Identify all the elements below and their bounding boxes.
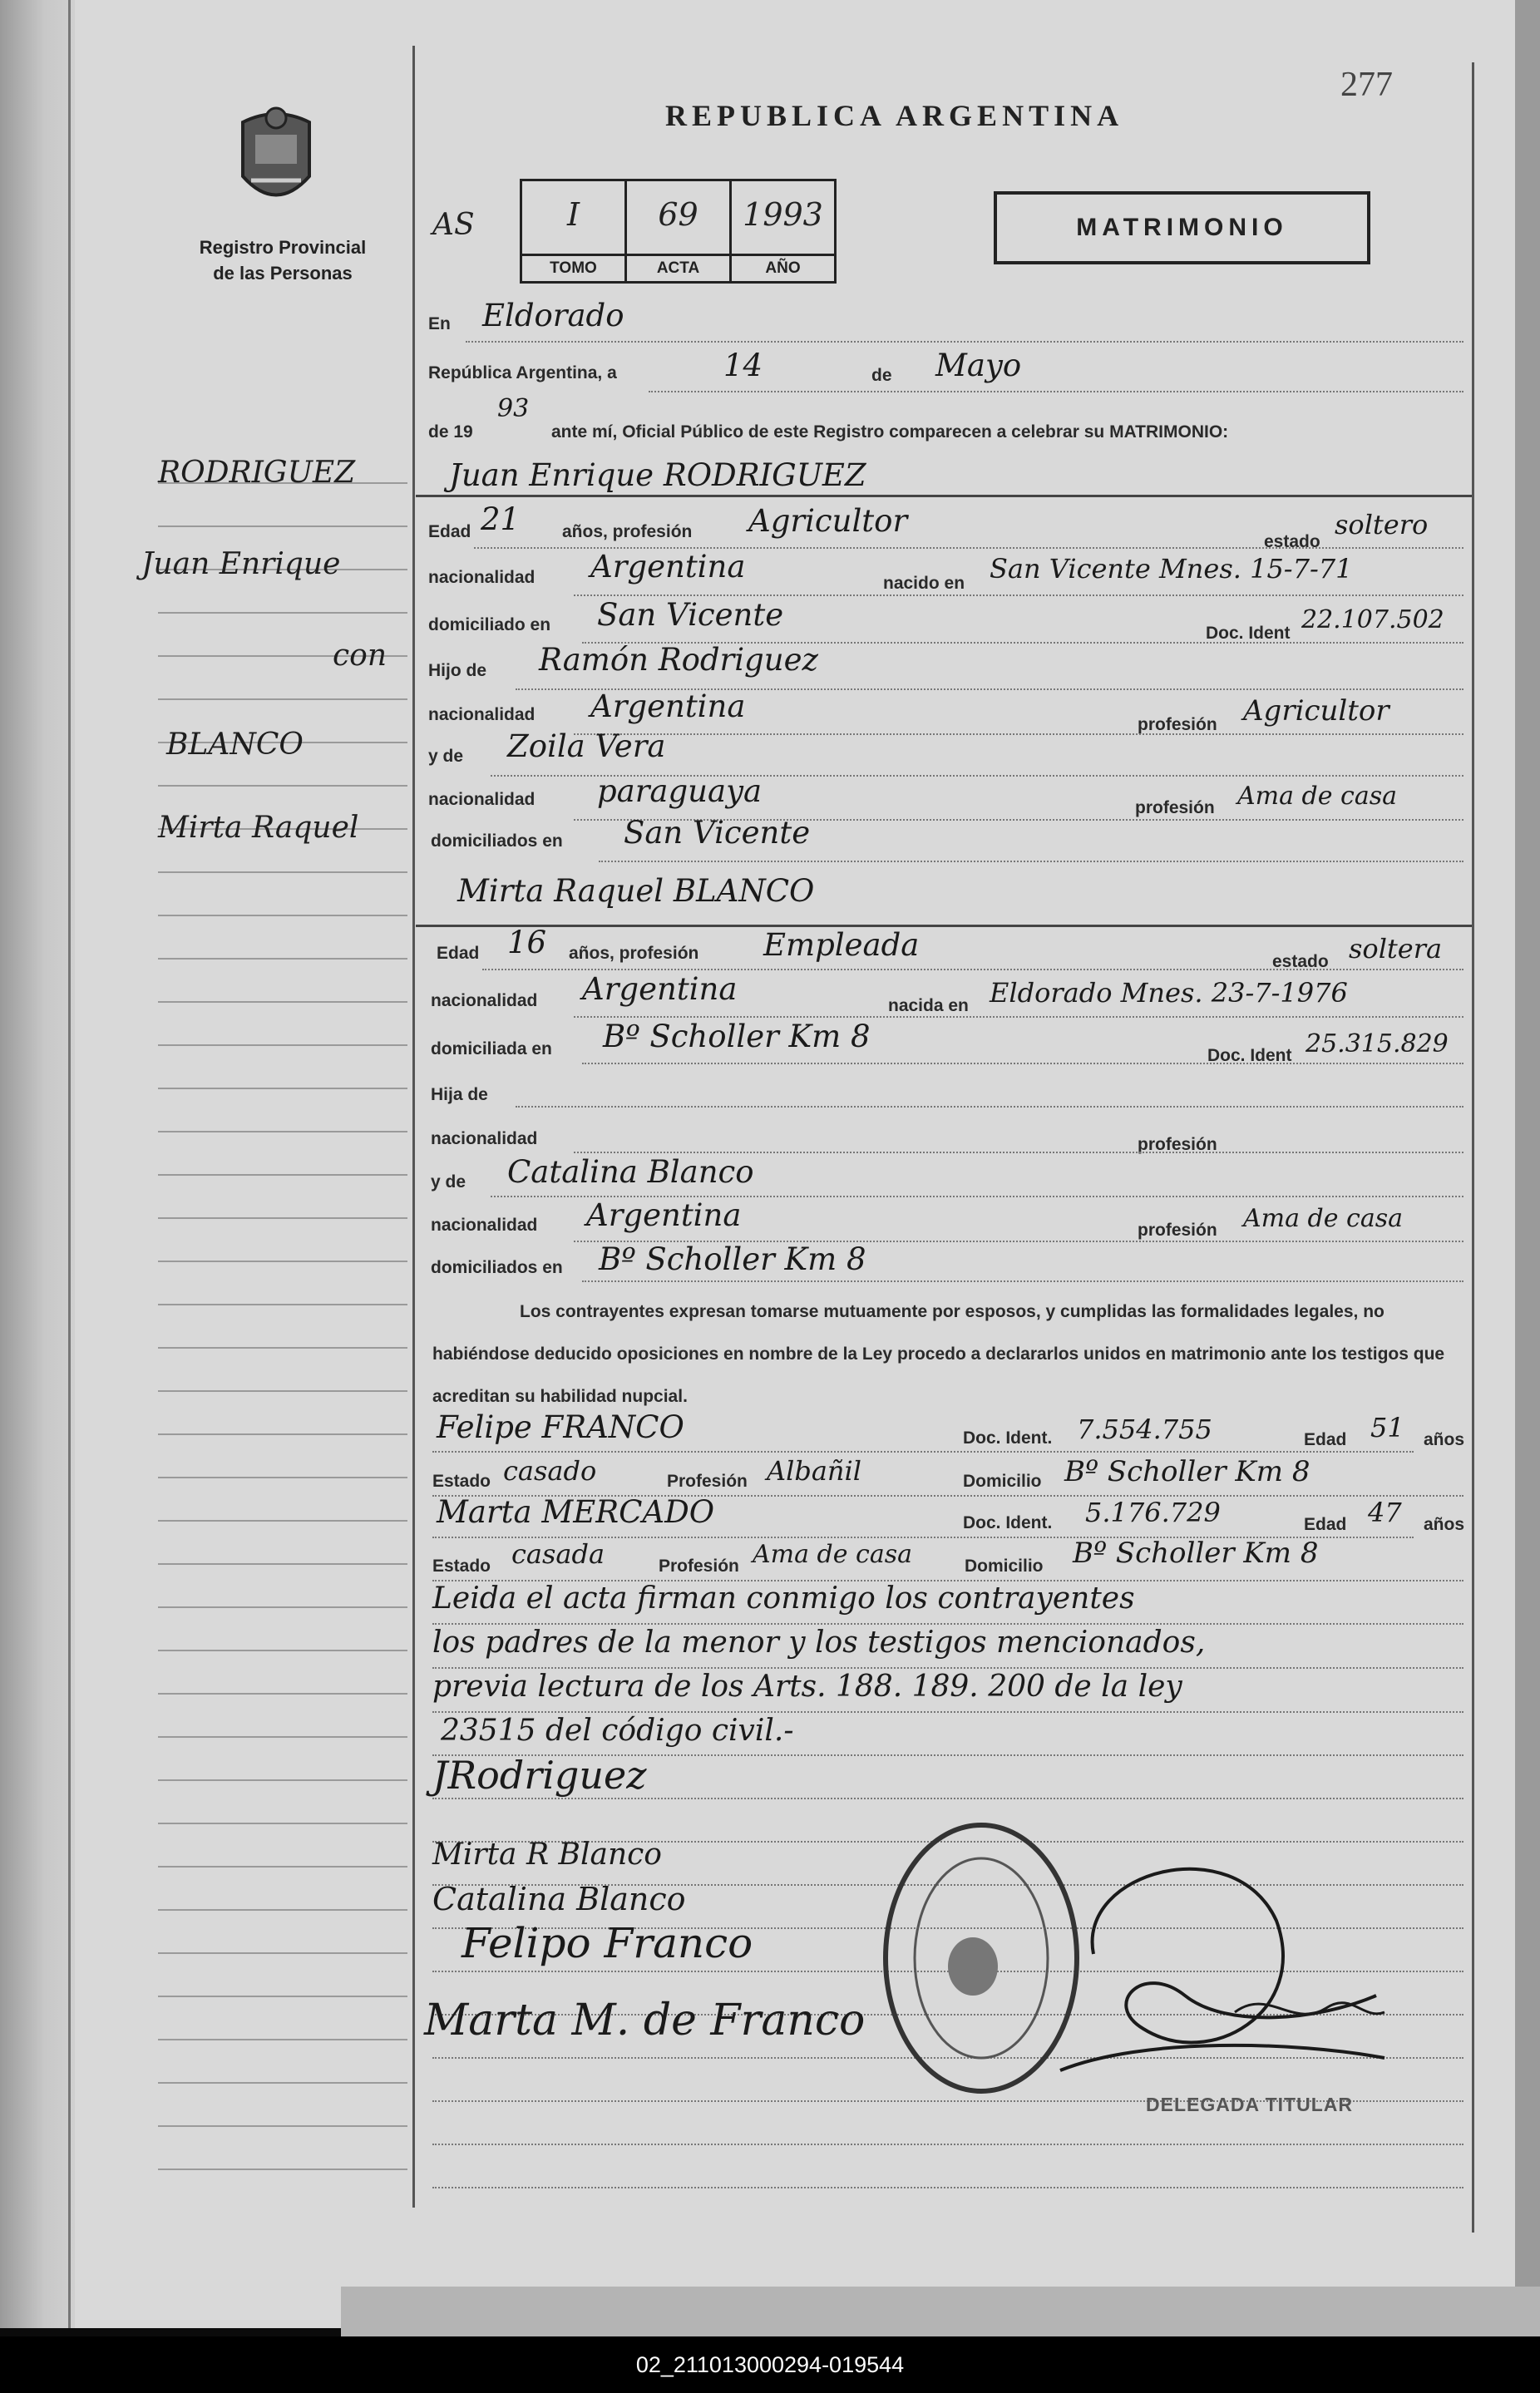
margin-ruled-line <box>158 1131 407 1132</box>
margin-ruled-line <box>158 1736 407 1738</box>
witness1-doc-label: Doc. Ident. <box>963 1428 1053 1448</box>
acta-label: ACTA <box>627 254 729 281</box>
signature-bride: Mirta R Blanco <box>432 1838 662 1872</box>
groom-padre-prof-label: profesión <box>1138 715 1217 734</box>
signature-groom: JRodriguez <box>432 1753 647 1798</box>
margin-ruled-line <box>158 1779 407 1781</box>
margin-names1: Juan Enrique <box>141 547 341 581</box>
bride-doc-label: Doc. Ident <box>1207 1046 1292 1065</box>
witness2-dom-label: Domicilio <box>965 1557 1044 1576</box>
witness1-name: Felipe FRANCO <box>437 1409 684 1445</box>
margin-ruled-line <box>158 2039 407 2040</box>
footer-image-id: 02_211013000294-019544 <box>0 2336 1540 2393</box>
groom-anos-prof-label: años, profesión <box>562 522 693 541</box>
groom-madre-prof-label: profesión <box>1135 798 1215 817</box>
witness1-edad-label: Edad <box>1304 1430 1347 1449</box>
registry-crest-icon <box>226 101 326 218</box>
margin-names2: Mirta Raquel <box>158 811 359 845</box>
groom-domicilio: San Vicente <box>597 597 784 633</box>
page-bottom-edge <box>341 2287 1540 2336</box>
groom-estado: soltero <box>1335 509 1429 540</box>
tomo-label: TOMO <box>522 254 624 281</box>
acta-cell <box>627 181 732 281</box>
margin-ruled-line <box>158 1001 407 1003</box>
year-prefix: de 19 <box>428 422 473 442</box>
witness1-estado: casado <box>503 1455 597 1487</box>
bride-estado: soltera <box>1349 933 1443 965</box>
closing-line4: 23515 del código civil.- <box>441 1714 794 1748</box>
margin-ruled-line <box>158 1866 407 1868</box>
stamp-title: DELEGADA TITULAR <box>1146 2094 1353 2115</box>
margin-ruled-line <box>158 698 407 700</box>
margin-ruled-line <box>158 1217 407 1219</box>
bride-padre-prof-label: profesión <box>1138 1135 1217 1154</box>
act-number-box <box>520 179 837 284</box>
intro-text: ante mí, Oficial Público de este Registro comparecen a celebrar su MATRIMONIO: <box>551 422 1229 442</box>
margin-ruled-line <box>158 1174 407 1176</box>
groom-padre: Ramón Rodriguez <box>539 642 818 678</box>
groom-hijo-label: Hijo de <box>428 661 487 680</box>
republica-label: República Argentina, a <box>428 363 617 382</box>
margin-ruled-line <box>158 1390 407 1392</box>
right-margin-line <box>1472 62 1474 2233</box>
groom-edad-label: Edad <box>428 522 471 541</box>
tomo-cell <box>522 181 627 281</box>
bride-yde-label: y de <box>431 1172 466 1192</box>
groom-nac-label: nacionalidad <box>428 568 536 587</box>
margin-ruled-line <box>158 2169 407 2170</box>
signature-witness1: Felipo Franco <box>462 1919 753 1967</box>
witness1-prof-label: Profesión <box>667 1472 748 1491</box>
margin-ruled-line <box>158 958 407 960</box>
margin-ruled-line <box>158 785 407 787</box>
witness1-dom-label: Domicilio <box>963 1472 1042 1491</box>
bride-madre-nac-label: nacionalidad <box>431 1216 538 1235</box>
witness2-edad-label: Edad <box>1304 1515 1347 1534</box>
signature-witness2: Marta M. de Franco <box>424 1996 866 2045</box>
folio-number: 277 <box>1340 66 1393 104</box>
margin-ruled-line <box>158 1952 407 1954</box>
margin-ruled-line <box>158 612 407 614</box>
de-label: de <box>871 366 892 385</box>
bride-edad-label: Edad <box>437 944 480 963</box>
signature-ruled-line <box>432 2144 1463 2145</box>
groom-yde-label: y de <box>428 747 464 766</box>
witness2-profesion: Ama de casa <box>753 1540 912 1569</box>
bride-padres-dom: Bº Scholler Km 8 <box>599 1241 866 1277</box>
margin-ruled-line <box>158 1563 407 1565</box>
margin-ruled-line <box>158 1304 407 1305</box>
margin-con: con <box>333 639 387 673</box>
bride-madre-prof: Ama de casa <box>1243 1204 1403 1233</box>
en-label: En <box>428 314 451 333</box>
margin-ruled-line <box>158 1693 407 1695</box>
act-type-box: MATRIMONIO <box>994 191 1370 264</box>
margin-ruled-line <box>158 1996 407 1997</box>
bride-nacida-label: nacida en <box>888 996 969 1015</box>
margin-ruled-line <box>158 1261 407 1262</box>
groom-padre-nac-label: nacionalidad <box>428 705 536 724</box>
groom-dom-label: domiciliado en <box>428 615 551 634</box>
margin-ruled-line <box>158 1088 407 1089</box>
groom-madre-nac: paraguaya <box>597 773 763 809</box>
margin-surname1: RODRIGUEZ <box>158 456 356 490</box>
bride-doc: 25.315.829 <box>1306 1029 1449 1058</box>
bride-edad: 16 <box>507 925 547 960</box>
year-suffix: 93 <box>497 394 530 423</box>
bride-nacionalidad: Argentina <box>582 971 738 1007</box>
margin-ruled-line <box>158 915 407 916</box>
margin-surname2: BLANCO <box>166 728 304 762</box>
bride-hija-label: Hija de <box>431 1085 488 1104</box>
margin-divider <box>412 46 415 2208</box>
groom-padres-dom-label: domiciliados en <box>431 831 563 851</box>
registry-name-line2: de las Personas <box>213 263 353 284</box>
registry-name-line1: Registro Provincial <box>199 237 367 258</box>
ano-cell <box>732 181 834 281</box>
bride-madre-nac: Argentina <box>586 1197 742 1233</box>
bride-nacida: Eldorado Mnes. 23-7-1976 <box>990 977 1348 1009</box>
groom-nacionalidad: Argentina <box>590 549 746 585</box>
witness1-anos-label: años <box>1424 1430 1465 1449</box>
witness2-doc-label: Doc. Ident. <box>963 1513 1053 1532</box>
official-signature-icon <box>1044 1821 1401 2095</box>
witness2-estado: casada <box>511 1538 605 1570</box>
groom-doc: 22.107.502 <box>1301 605 1444 634</box>
groom-padre-nac: Argentina <box>590 688 746 724</box>
groom-nacido-label: nacido en <box>883 574 965 593</box>
margin-ruled-line <box>158 1347 407 1349</box>
margin-ruled-line <box>158 2125 407 2127</box>
page-right-edge <box>1515 0 1540 2287</box>
witness1-estado-label: Estado <box>432 1472 491 1491</box>
bride-padres-dom-label: domiciliados en <box>431 1258 563 1277</box>
groom-nacido: San Vicente Mnes. 15-7-71 <box>990 553 1353 585</box>
witness2-doc: 5.176.729 <box>1085 1497 1221 1528</box>
day-value: 14 <box>723 348 763 383</box>
witness2-estado-label: Estado <box>432 1557 491 1576</box>
witness1-doc: 7.554.755 <box>1077 1414 1212 1445</box>
margin-ruled-line <box>158 1823 407 1824</box>
bride-full-name: Mirta Raquel BLANCO <box>457 873 815 909</box>
witness2-name: Marta MERCADO <box>437 1494 715 1530</box>
groom-profesion: Agricultor <box>748 503 908 539</box>
bride-madre-prof-label: profesión <box>1138 1221 1217 1240</box>
month-value: Mayo <box>935 348 1022 383</box>
groom-full-name: Juan Enrique RODRIGUEZ <box>449 457 866 493</box>
margin-ruled-line <box>158 1606 407 1608</box>
groom-doc-label: Doc. Ident <box>1206 624 1291 643</box>
signature-ruled-line <box>432 1798 1463 1799</box>
witness2-edad: 47 <box>1368 1497 1402 1528</box>
bride-dom-label: domiciliada en <box>431 1039 552 1058</box>
witness1-domicilio: Bº Scholler Km 8 <box>1064 1455 1310 1488</box>
margin-ruled-line <box>158 1433 407 1435</box>
ano-value: 1993 <box>743 196 823 233</box>
groom-madre-nac-label: nacionalidad <box>428 790 536 809</box>
signature-mother: Catalina Blanco <box>432 1881 686 1917</box>
book-binding <box>0 0 75 2328</box>
country-title: REPUBLICA ARGENTINA <box>665 99 1124 132</box>
binding-edge <box>68 0 71 2328</box>
closing-line1: Leida el acta firman conmigo los contrayentes <box>432 1581 1135 1616</box>
bride-estado-label: estado <box>1272 952 1329 971</box>
groom-padres-dom: San Vicente <box>624 815 811 851</box>
margin-ruled-line <box>158 871 407 873</box>
tomo-value: I <box>566 196 580 233</box>
bride-anos-prof-label: años, profesión <box>569 944 699 963</box>
signature-ruled-line <box>432 2187 1463 2188</box>
margin-ruled-line <box>158 525 407 527</box>
city-value: Eldorado <box>482 298 624 333</box>
bride-profesion: Empleada <box>763 927 920 963</box>
margin-ruled-line <box>158 1650 407 1651</box>
witness2-prof-label: Profesión <box>659 1557 739 1576</box>
act-prefix: AS <box>432 208 475 242</box>
margin-ruled-line <box>158 1520 407 1522</box>
ano-label: AÑO <box>732 254 834 281</box>
groom-madre-prof: Ama de casa <box>1237 782 1397 811</box>
groom-madre: Zoila Vera <box>507 728 666 764</box>
declaration-text: Los contrayentes expresan tomarse mutuamente por esposos, y cumplidas las formalidades legales, no habiéndose deducido oposiciones en nombre de la Ley procedo a declararlos unidos en matrimonio ante los testigos que acreditan su habilidad nupcial. <box>432 1302 1445 1406</box>
bride-padre-nac-label: nacionalidad <box>431 1129 538 1148</box>
margin-ruled-line <box>158 1477 407 1478</box>
closing-line3: previa lectura de los Arts. 188. 189. 200 de la ley <box>432 1670 1182 1704</box>
groom-estado-label: estado <box>1264 532 1320 551</box>
witness1-profesion: Albañil <box>767 1455 861 1487</box>
witness2-domicilio: Bº Scholler Km 8 <box>1073 1537 1319 1570</box>
margin-ruled-line <box>158 2082 407 2084</box>
witness1-edad: 51 <box>1370 1412 1404 1443</box>
bride-nac-label: nacionalidad <box>431 991 538 1010</box>
acta-value: 69 <box>658 196 698 233</box>
groom-edad: 21 <box>481 501 521 537</box>
bride-domicilio: Bº Scholler Km 8 <box>603 1019 871 1054</box>
bride-madre: Catalina Blanco <box>507 1154 754 1190</box>
closing-line2: los padres de la menor y los testigos mencionados, <box>432 1626 1206 1660</box>
margin-ruled-line <box>158 1909 407 1911</box>
groom-padre-prof: Agricultor <box>1243 694 1389 728</box>
margin-ruled-line <box>158 1044 407 1046</box>
witness2-anos-label: años <box>1424 1515 1465 1534</box>
